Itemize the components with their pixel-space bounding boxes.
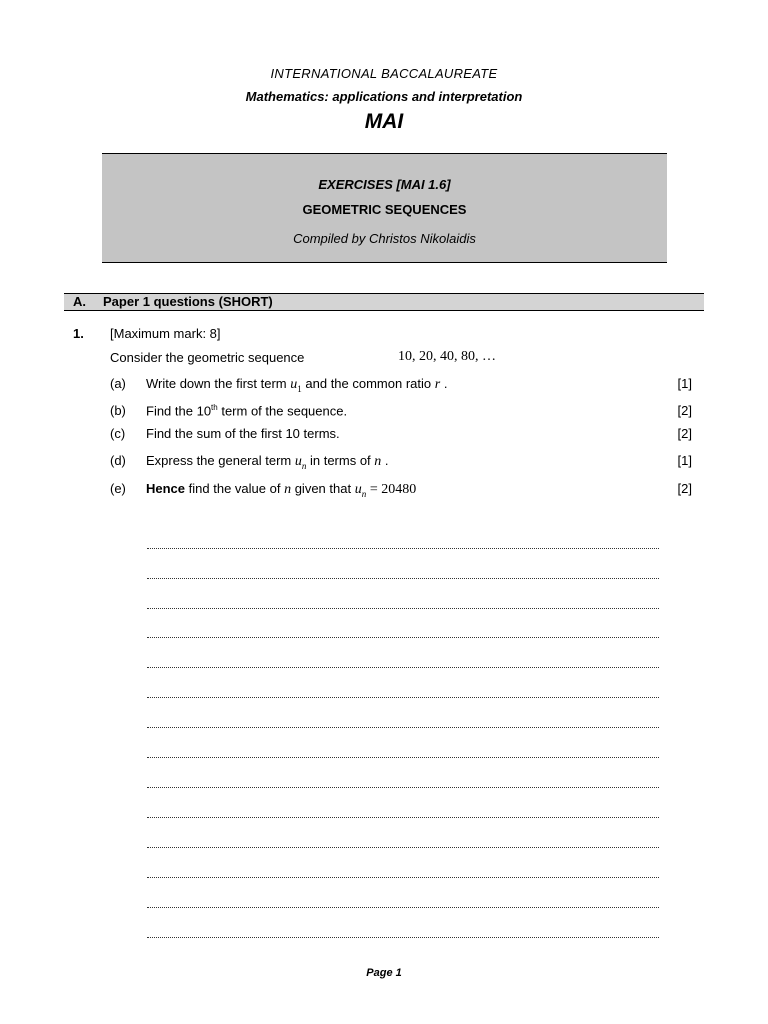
part-c-text: Find the sum of the first 10 terms. (146, 426, 340, 441)
sequence-expression: 10, 20, 40, 80, … (398, 349, 496, 364)
answer-line[interactable] (147, 548, 659, 549)
part-mark: [1] (677, 376, 692, 391)
header-course: Mathematics: applications and interpretation (245, 89, 523, 104)
part-mark: [2] (677, 481, 692, 496)
banner-subtitle: GEOMETRIC SEQUENCES (302, 202, 467, 217)
section-title: Paper 1 questions (SHORT) (103, 294, 273, 309)
answer-line[interactable] (147, 578, 659, 579)
answer-line[interactable] (147, 787, 659, 788)
header-code: MAI (364, 110, 404, 133)
banner-author: Compiled by Christos Nikolaidis (293, 231, 476, 246)
answer-line[interactable] (147, 608, 659, 609)
part-label: (e) (110, 481, 126, 496)
question-max-mark: [Maximum mark: 8] (110, 326, 221, 341)
page-number: Page 1 (366, 967, 402, 979)
part-e-text: Hence find the value of n given that $u_n = 20480$ (146, 481, 417, 499)
part-label: (c) (110, 426, 126, 441)
part-mark: [2] (677, 403, 692, 418)
answer-line[interactable] (147, 757, 659, 758)
header-institution: INTERNATIONAL BACCALAUREATE (270, 66, 498, 81)
question-number: 1. (73, 326, 84, 341)
answer-line[interactable] (147, 877, 659, 878)
part-label: (a) (110, 376, 126, 391)
section-letter: A. (73, 294, 86, 309)
answer-line[interactable] (147, 697, 659, 698)
title-banner (102, 153, 667, 263)
answer-line[interactable] (147, 907, 659, 908)
section-header (64, 293, 704, 311)
part-label: (b) (110, 403, 126, 418)
answer-line[interactable] (147, 667, 659, 668)
question-intro: Consider the geometric sequence (110, 350, 305, 365)
part-label: (d) (110, 453, 126, 468)
part-mark: [2] (677, 426, 692, 441)
answer-line[interactable] (147, 937, 659, 938)
part-mark: [1] (677, 453, 692, 468)
part-b-text: Find the 10th term of the sequence. (146, 403, 348, 419)
answer-line[interactable] (147, 727, 659, 728)
part-d-text: Express the general term $u_n$ in terms of n . (146, 453, 389, 471)
answer-line[interactable] (147, 637, 659, 638)
part-a-text: Write down the first term $u_1$ and the common ratio r . (146, 376, 448, 394)
answer-line[interactable] (147, 847, 659, 848)
banner-title: EXERCISES [MAI 1.6] (318, 177, 451, 192)
answer-line[interactable] (147, 817, 659, 818)
